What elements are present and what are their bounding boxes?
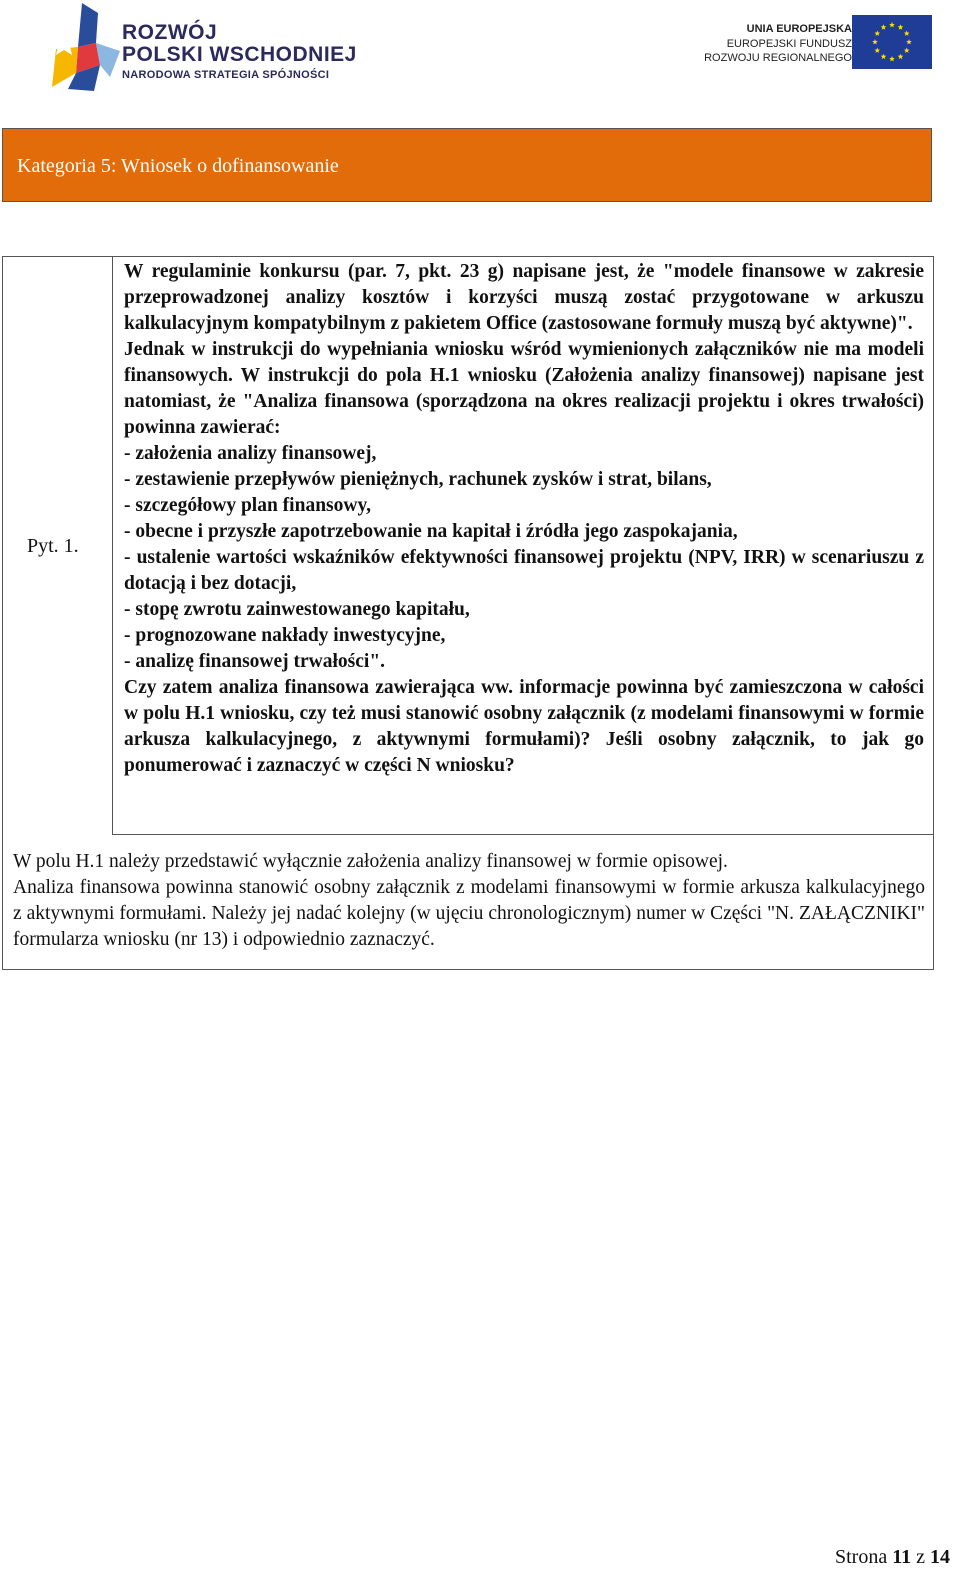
footer-total-pages: 14 <box>930 1546 950 1568</box>
question-paragraph: Czy zatem analiza finansowa zawierająca ww. informacje powinna być zamieszczona w całości w polu H.1 wniosku, czy też musi stanowić osobny załącznik (z modelami finansowymi w formie arkusza kalkulacyjnego, z aktywnymi formułami)? Jeśli osobny załącznik, to jak go ponumerować i zaznaczyć w części N wniosku? <box>124 677 924 776</box>
rozwoj-polski-wschodniej-logo-icon <box>50 3 130 91</box>
answer-paragraph: Analiza finansowa powinna stanowić osobny załącznik z modelami finansowymi w formie arkusza kalkulacyjnego z aktywnymi formułami. Należy jej nadać kolejny (w ujęciu chronologicznym) numer w Części "N. ZAŁĄCZNIKI" formularza wniosku (nr 13) i odpowiednio zaznaczyć. <box>13 877 925 950</box>
brand-text <box>122 22 357 84</box>
eu-line-1: UNIA EUROPEJSKA <box>746 23 852 35</box>
qa-table <box>2 256 934 970</box>
question-list-item: - szczegółowy plan finansowy, <box>124 495 372 516</box>
eu-text <box>704 22 852 65</box>
eu-flag-icon <box>852 15 932 69</box>
brand-line-2: POLSKI WSCHODNIEJ <box>122 43 357 66</box>
brand-line-1: ROZWÓJ <box>122 21 218 44</box>
page-footer <box>835 1546 950 1569</box>
footer-page-number: 11 <box>892 1546 912 1568</box>
question-number: Pyt. 1. <box>27 535 79 557</box>
question-list-item: - ustalenie wartości wskaźników efektywności finansowej projektu (NPV, IRR) w scenariuszu z dotacją i bez dotacji, <box>124 547 924 594</box>
question-number-cell <box>3 257 113 835</box>
question-list-item: - obecne i przyszłe zapotrzebowanie na kapitał i źródła jego zaspokajania, <box>124 521 738 542</box>
question-list-item: - prognozowane nakłady inwestycyjne, <box>124 625 446 646</box>
question-paragraph: W regulaminie konkursu (par. 7, pkt. 23 g) napisane jest, że "modele finansowe w zakresie przeprowadzonej analizy kosztów i korzyści muszą zostać przygotowane w arkuszu kalkulacyjnym kompatybilnym z pakietem Office (zastosowane formuły muszą być aktywne)". <box>124 261 924 334</box>
eu-line-2: EUROPEJSKI FUNDUSZ <box>726 38 852 50</box>
question-list-item: - stopę zwrotu zainwestowanego kapitału, <box>124 599 470 620</box>
footer-prefix: Strona <box>834 1546 888 1568</box>
footer-sep: z <box>916 1546 925 1568</box>
page-header <box>0 0 960 100</box>
question-cell <box>113 257 933 835</box>
answer-paragraph: W polu H.1 należy przedstawić wyłącznie założenia analizy finansowej w formie opisowej. <box>13 851 728 872</box>
category-title: Kategoria 5: Wniosek o dofinansowanie <box>17 155 339 177</box>
category-bar <box>2 128 932 202</box>
eu-line-3: ROZWOJU REGIONALNEGO <box>704 52 852 64</box>
question-paragraph: Jednak w instrukcji do wypełniania wniosku wśród wymienionych załączników nie ma modeli finansowych. W instrukcji do pola H.1 wniosku (Założenia analizy finansowej) napisane jest natomiast, że "Analiza finansowa (sporządzona na okres realizacji projektu i okres trwałości) powinna zawierać: <box>124 339 924 438</box>
answer-text <box>13 849 925 953</box>
question-text <box>124 259 924 779</box>
question-list-item: - analizę finansowej trwałości". <box>124 651 386 672</box>
question-list-item: - założenia analizy finansowej, <box>124 443 377 464</box>
question-list-item: - zestawienie przepływów pieniężnych, rachunek zysków i strat, bilans, <box>124 469 712 490</box>
brand-line-3: NARODOWA STRATEGIA SPÓJNOŚCI <box>122 69 330 81</box>
